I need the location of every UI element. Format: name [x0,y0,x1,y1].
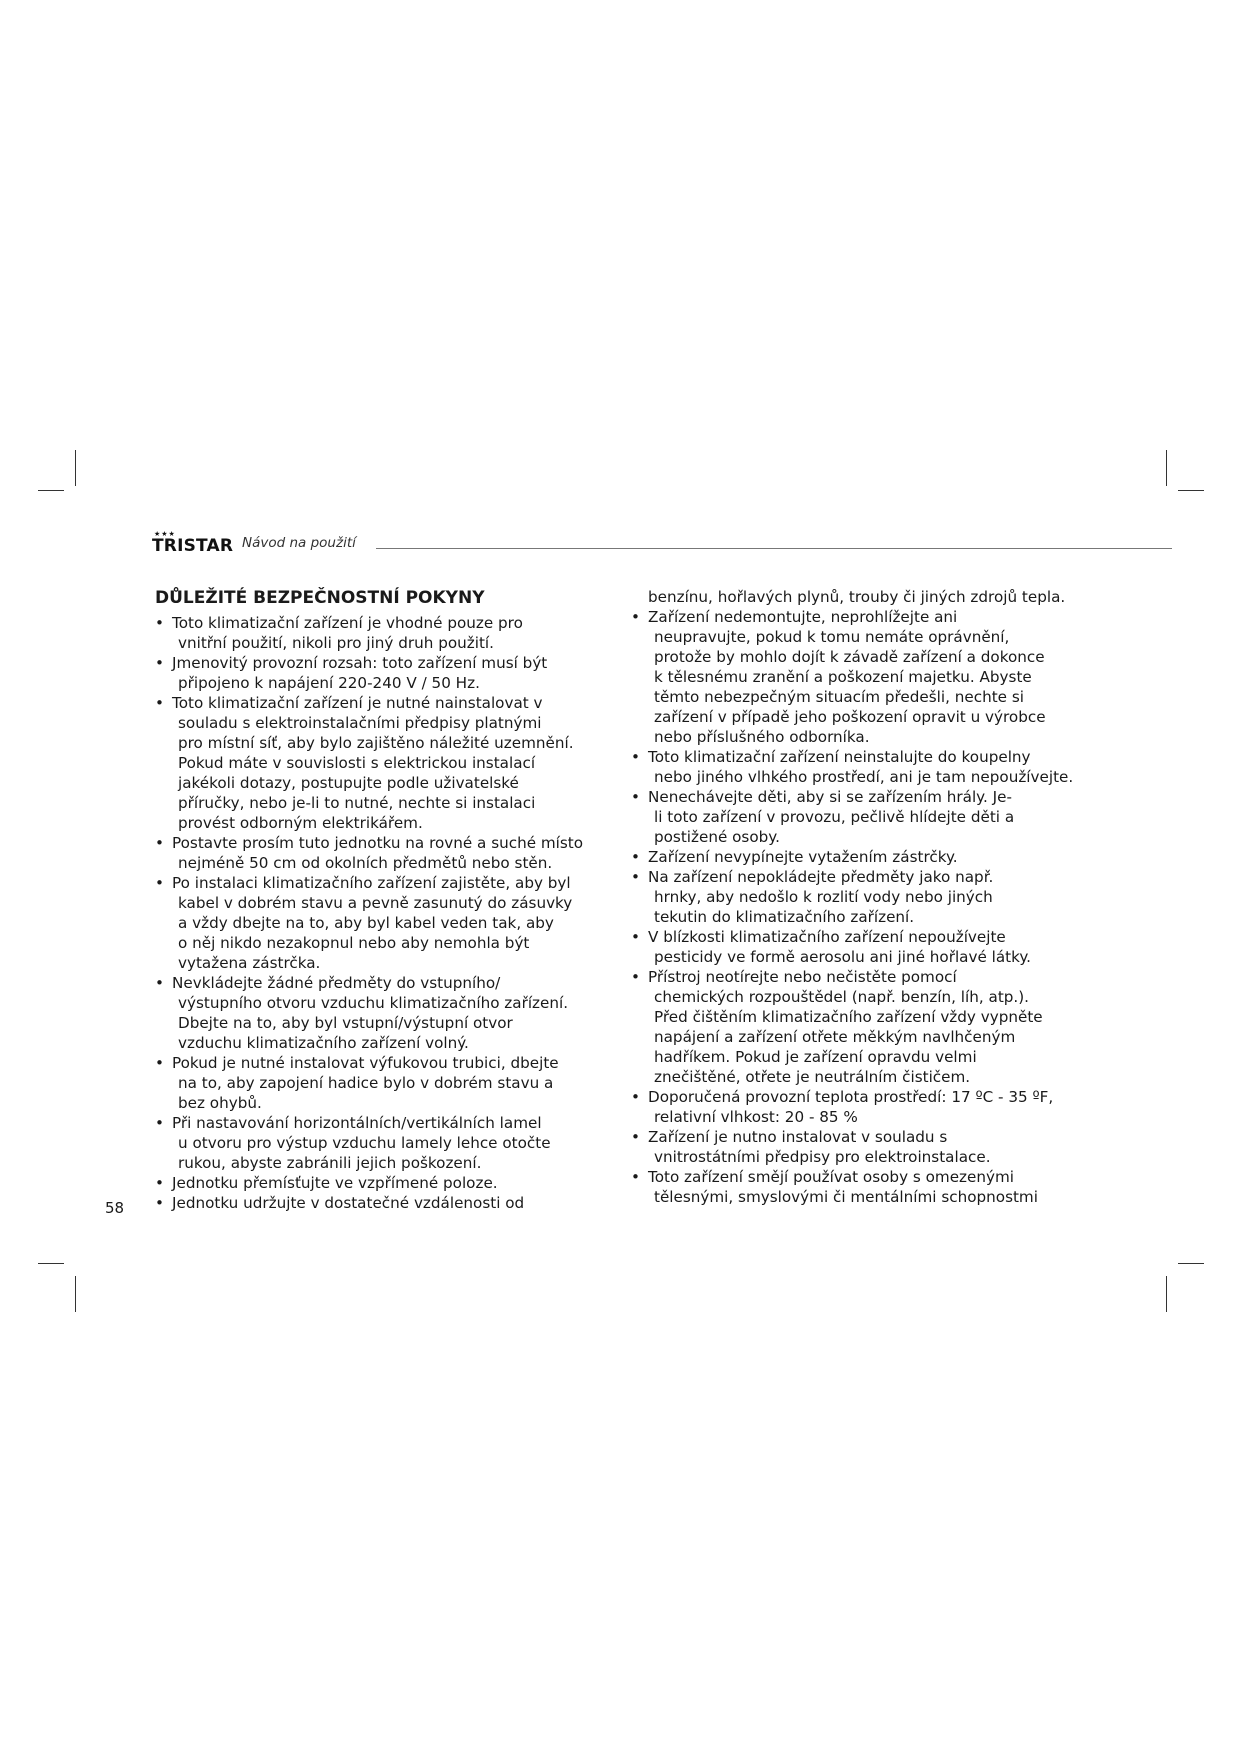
list-item [631,1087,1101,1127]
text-line: pesticidy ve formě aerosolu ani jiné hořlavé látky. [654,948,1032,966]
crop-mark-top-right-vertical [1166,450,1167,486]
list-item [631,747,1101,787]
text-line: • Toto klimatizační zařízení je nutné nainstalovat v [172,694,543,712]
text-line: Před čištěním klimatizačního zařízení vždy vypněte [654,1008,1043,1026]
text-line: vnitřní použití, nikoli pro jiný druh použití. [178,634,494,652]
text-line: a vždy dbejte na to, aby byl kabel veden tak, aby [178,914,554,932]
text-line: příručky, nebo je-li to nutné, nechte si instalaci [178,794,536,812]
text-line: výstupního otvoru vzduchu klimatizačního zařízení. [178,994,569,1012]
list-item [155,833,625,873]
list-item [155,973,625,1053]
safety-list-right [631,587,1101,1207]
crop-mark-top-right-horizontal [1178,490,1204,491]
text-line: • Pokud je nutné instalovat výfukovou trubici, dbejte [172,1054,559,1072]
text-line: • Toto zařízení smějí používat osoby s omezenými [648,1168,1015,1186]
list-item [631,1167,1101,1207]
list-item-continuation [631,587,1101,607]
text-line: tělesnými, smyslovými či mentálními schopnostmi [654,1188,1038,1206]
text-line: • Jednotku přemísťujte ve vzpřímené poloze. [172,1174,498,1192]
text-line: neupravujte, pokud k tomu nemáte oprávnění, [654,628,1010,646]
text-line: • V blízkosti klimatizačního zařízení nepoužívejte [648,928,1006,946]
header-title: Návod na použití [242,535,356,551]
text-line: jakékoli dotazy, postupujte podle uživatelské [178,774,519,792]
text-line: • Postavte prosím tuto jednotku na rovné a suché místo [172,834,584,852]
crop-mark-bottom-left-vertical [75,1276,76,1312]
text-line: nejméně 50 cm od okolních předmětů nebo stěn. [178,854,553,872]
text-line: nebo příslušného odborníka. [654,728,870,746]
list-item [155,1053,625,1113]
text-line: rukou, abyste zabránili jejich poškození. [178,1154,482,1172]
text-line: relativní vlhkost: 20 - 85 % [654,1108,858,1126]
text-line: • Přístroj neotírejte nebo nečistěte pomocí [648,968,957,986]
text-line: hrnky, aby nedošlo k rozlití vody nebo jiných [654,888,993,906]
crop-mark-top-left-vertical [75,450,76,486]
page-header [152,527,1172,555]
text-line: • Toto klimatizační zařízení neinstalujte do koupelny [648,748,1031,766]
text-line: hadříkem. Pokud je zařízení opravdu velmi [654,1048,977,1066]
text-line: u otvoru pro výstup vzduchu lamely lehce otočte [178,1134,551,1152]
text-line: li toto zařízení v provozu, pečlivě hlídejte děti a [654,808,1015,826]
text-line: chemických rozpouštědel (např. benzín, líh, atp.). [654,988,1029,1006]
text-line: postižené osoby. [654,828,780,846]
text-line: k tělesnému zranění a poškození majetku. Abyste [654,668,1032,686]
page-number: 58 [105,1199,125,1217]
text-line: připojeno k napájení 220-240 V / 50 Hz. [178,674,480,692]
list-item [631,787,1101,847]
text-line: vnitrostátními předpisy pro elektroinstalace. [654,1148,991,1166]
logo-stars: ★★★ [154,530,176,538]
text-line: Dbejte na to, aby byl vstupní/výstupní otvor [178,1014,513,1032]
crop-mark-bottom-right-vertical [1166,1276,1167,1312]
text-line: provést odborným elektrikářem. [178,814,423,832]
text-line: kabel v dobrém stavu a pevně zasunutý do zásuvky [178,894,573,912]
text-line: • Na zařízení nepokládejte předměty jako např. [648,868,994,886]
text-line: • Jmenovitý provozní rozsah: toto zařízení musí být [172,654,548,672]
safety-list-left [155,613,625,1213]
text-line: • Nevkládejte žádné předměty do vstupního/ [172,974,501,992]
text-line: o něj nikdo nezakopnul nebo aby nemohla být [178,934,530,952]
text-line: • Při nastavování horizontálních/vertikálních lamel [172,1114,542,1132]
text-line: těmto nebezpečným situacím předešli, nechte si [654,688,1024,706]
list-item [155,613,625,653]
text-line: souladu s elektroinstalačními předpisy platnými [178,714,542,732]
text-line: • Zařízení nevypínejte vytažením zástrčky. [648,848,958,866]
text-line: napájení a zařízení otřete měkkým navlhčeným [654,1028,1016,1046]
right-column [631,587,1101,1207]
list-item [155,1173,625,1193]
list-item [631,607,1101,747]
text-line: na to, aby zapojení hadice bylo v dobrém stavu a [178,1074,554,1092]
text-line: benzínu, hořlavých plynů, trouby či jiných zdrojů tepla. [648,588,1066,606]
text-line: zařízení v případě jeho poškození opravit u výrobce [654,708,1046,726]
list-item [631,867,1101,927]
list-item [155,1113,625,1173]
text-line: bez ohybů. [178,1094,262,1112]
text-line: • Jednotku udržujte v dostatečné vzdálenosti od [172,1194,525,1212]
logo-text: TRISTAR [152,536,234,556]
text-line: • Zařízení je nutno instalovat v souladu s [648,1128,948,1146]
text-line: znečištěné, otřete je neutrálním čističem. [654,1068,971,1086]
list-item [631,1127,1101,1167]
text-line: vytažena zástrčka. [178,954,321,972]
header-rule [376,548,1172,549]
text-line: • Toto klimatizační zařízení je vhodné pouze pro [172,614,523,632]
text-line: protože by mohlo dojít k závadě zařízení a dokonce [654,648,1045,666]
list-item [155,1193,625,1213]
text-line: • Nenechávejte děti, aby si se zařízením hrály. Je- [648,788,1012,806]
text-line: Pokud máte v souvislosti s elektrickou instalací [178,754,536,772]
left-column [155,586,625,1213]
text-line: • Po instalaci klimatizačního zařízení zajistěte, aby byl [172,874,571,892]
list-item [155,873,625,973]
tristar-logo [152,531,236,555]
crop-mark-bottom-right-horizontal [1178,1263,1204,1264]
crop-mark-top-left-horizontal [38,490,64,491]
text-line: • Doporučená provozní teplota prostředí: 17 ºC - 35 ºF, [648,1088,1054,1106]
section-heading: DŮLEŽITÉ BEZPEČNOSTNÍ POKYNY [155,588,485,608]
crop-mark-bottom-left-horizontal [38,1263,64,1264]
text-line: nebo jiného vlhkého prostředí, ani je tam nepoužívejte. [654,768,1074,786]
text-line: tekutin do klimatizačního zařízení. [654,908,915,926]
text-line: • Zařízení nedemontujte, neprohlížejte ani [648,608,958,626]
text-line: vzduchu klimatizačního zařízení volný. [178,1034,469,1052]
list-item [155,653,625,693]
list-item [631,847,1101,867]
list-item [631,967,1101,1087]
list-item [631,927,1101,967]
list-item [155,693,625,833]
text-line: pro místní síť, aby bylo zajištěno náležité uzemnění. [178,734,574,752]
